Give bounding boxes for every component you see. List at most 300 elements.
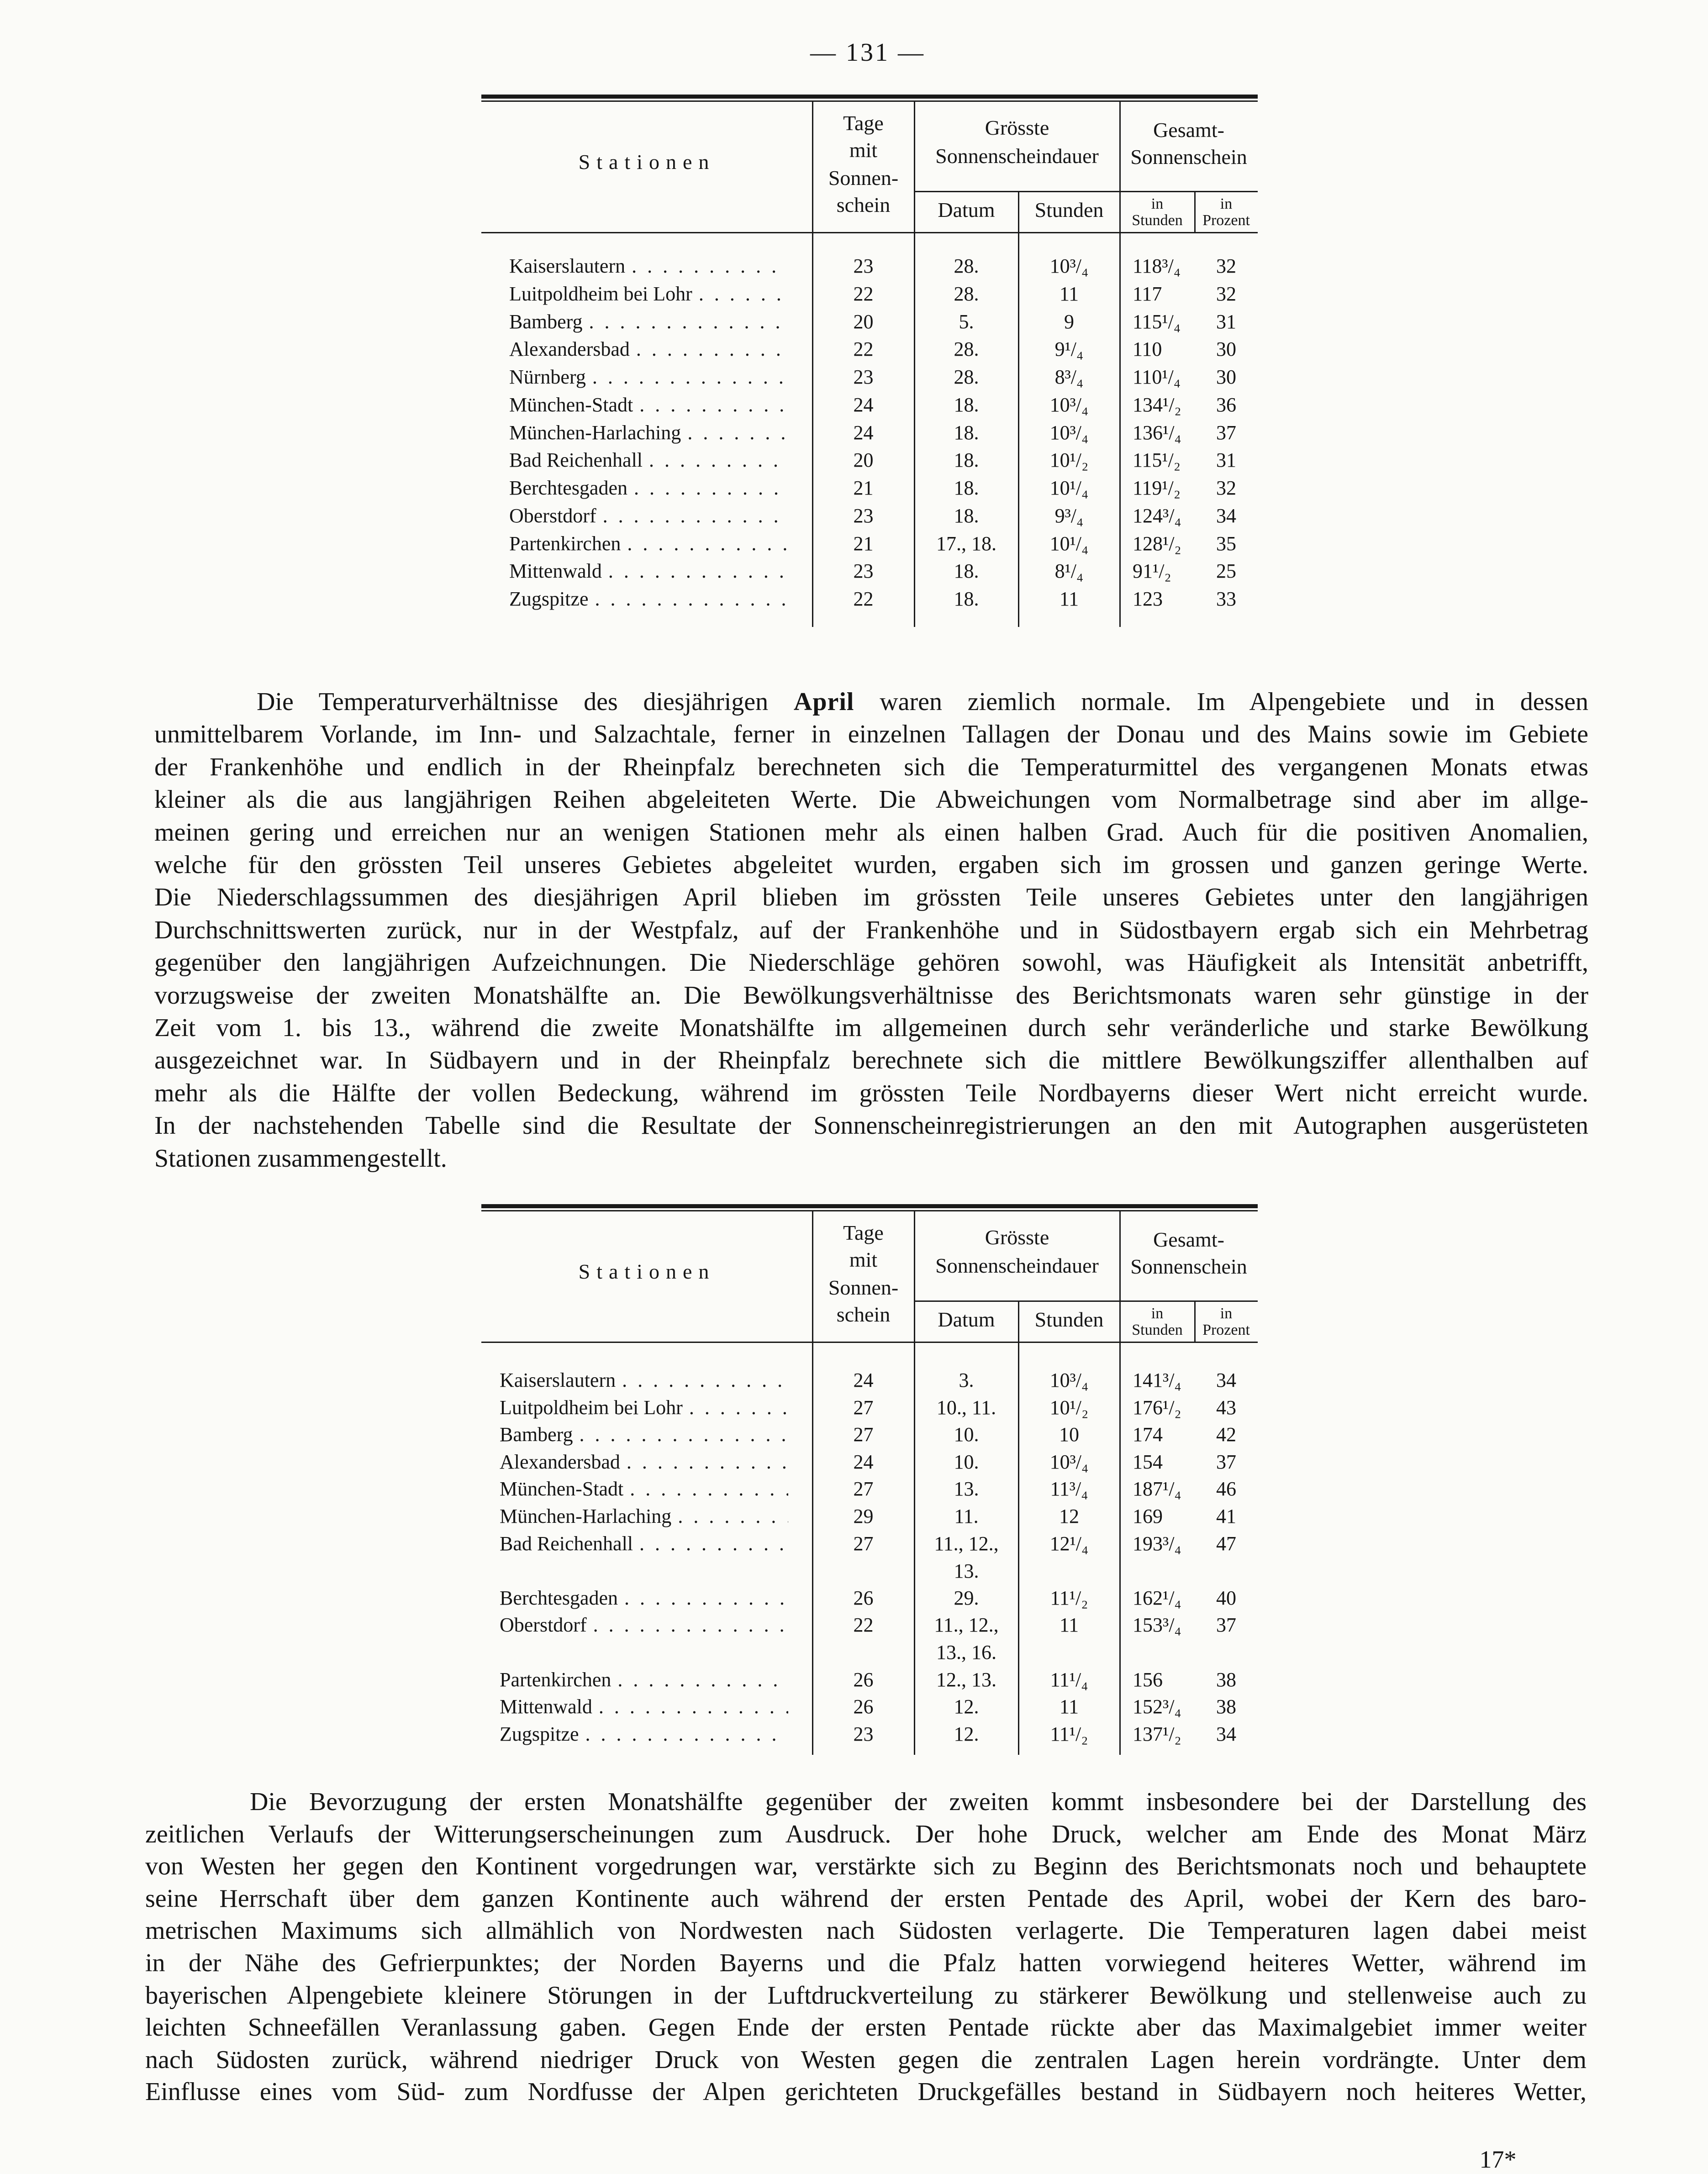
dot-leader: [589, 585, 788, 613]
total-hours-cell: 124³/₄: [1133, 505, 1181, 527]
station-name: Partenkirchen: [509, 532, 621, 555]
dot-leader: [643, 447, 788, 474]
station-name-cell: [481, 1448, 812, 1476]
column-header-total-hours: Stunden: [1132, 1321, 1183, 1338]
station-name: Bad Reichenhall: [509, 449, 643, 471]
total-hours-cell: 169: [1133, 1505, 1163, 1527]
dot-leader: [602, 558, 788, 585]
paragraph-line: seine Herrschaft über dem ganzen Kontinente auch während der ersten Pentade des April, wobei der Kern des baro-: [145, 1884, 1587, 1913]
column-header-total-percent: Prozent: [1202, 212, 1250, 229]
paragraph-line: gegenüber den langjährigen Aufzeichnungen. Die Niederschläge gehören sowohl, was Häufigkeit als Intensität anbetrifft,: [154, 948, 1588, 977]
dot-leader: [627, 474, 788, 502]
column-header-max-duration: Grösste: [985, 1226, 1049, 1249]
max-duration-date-cell: [914, 558, 1018, 585]
total-percent-cell: 30: [1216, 338, 1236, 360]
dot-leader: [692, 280, 788, 308]
station-name: Alexandersbad: [509, 338, 630, 360]
paragraph-line: meinen gering und erreichen nur an wenigen Stationen mehr als einen halben Grad. Auch für die positiven Anomalien,: [154, 818, 1588, 847]
total-hours-cell: 134¹/₂: [1133, 394, 1181, 416]
column-header-total-percent: in: [1220, 195, 1233, 212]
date-line: 10.: [954, 1451, 979, 1473]
date-line: 10., 11.: [936, 1396, 996, 1419]
max-duration-date-cell: [914, 1693, 1018, 1721]
max-duration-hours-cell: 11¹/₂: [1050, 1587, 1088, 1609]
paragraph-line: Die Niederschlagssummen des diesjährigen April blieben im grössten Teile unseres Gebietes unter den langjährigen: [154, 883, 1588, 911]
table-top-rule-thick: [481, 1204, 1258, 1208]
station-name: München-Stadt: [509, 394, 633, 416]
sunshine-days-cell: 22: [853, 338, 874, 360]
max-duration-date-cell: [914, 391, 1018, 419]
sunshine-days-cell: 22: [853, 283, 874, 305]
max-duration-hours-cell: 10¹/₄: [1049, 477, 1089, 499]
table-row: [481, 502, 1258, 530]
total-hours-cell: 174: [1133, 1423, 1163, 1446]
paragraph-line: unmittelbarem Vorlande, im Inn- und Salzachtale, ferner in einzelnen Tallagen der Donau und des Mains sowie im Gebiete: [154, 720, 1588, 748]
dot-leader: [611, 1666, 788, 1694]
table-row: [481, 280, 1258, 308]
total-percent-cell: 47: [1216, 1532, 1236, 1555]
total-percent-cell: 38: [1216, 1695, 1236, 1718]
station-name-cell: [481, 1475, 812, 1503]
paragraph-line: Einflusse eines vom Süd- zum Nordfusse der Alpen gerichteten Druckgefälles bestand in Südbayern noch heiteres Wetter,: [145, 2078, 1587, 2106]
table-top-rule-thin: [481, 100, 1258, 102]
max-duration-date-cell: [914, 1421, 1018, 1448]
max-duration-date-cell: [914, 363, 1018, 391]
dot-leader: [583, 308, 789, 336]
paragraph-line: in der Nähe des Gefrierpunktes; der Norden Bayerns und die Pfalz hatten vorwiegend heiteres Wetter, während im: [145, 1949, 1587, 1977]
paragraph-line: Stationen zusammengestellt.: [154, 1144, 447, 1173]
total-percent-cell: 37: [1216, 1451, 1236, 1473]
station-name-cell: [481, 1394, 812, 1421]
text-segment: waren ziemlich normale. Im Alpengebiete und in dessen: [854, 688, 1588, 716]
paragraph-line: der Frankenhöhe und endlich in der Rheinpfalz berechneten sich die Temperaturmittel des vergangenen Monats etwas: [154, 753, 1588, 781]
max-duration-date-cell: [914, 419, 1018, 447]
table-row: [481, 391, 1258, 419]
dot-leader: [587, 1611, 788, 1639]
max-duration-date-cell: [914, 1503, 1018, 1530]
paragraph-line: welche für den grössten Teil unseres Gebietes abgeleitet wurden, ergaben sich im grossen und ganzen geringe Werte.: [154, 851, 1588, 879]
total-percent-cell: 32: [1216, 477, 1236, 499]
station-name: München-Harlaching: [509, 421, 681, 444]
paragraph-line: vorzugsweise der zweiten Monatshälfte an. Die Bewölkungsverhältnisse des Berichtsmonats waren sehr günstige in der: [154, 981, 1588, 1010]
date-line: 5.: [959, 311, 974, 333]
total-percent-cell: 36: [1216, 394, 1236, 416]
column-header-total-sunshine: Sonnenschein: [1130, 145, 1247, 168]
sunshine-days-cell: 20: [853, 449, 874, 471]
column-header-hours: Stunden: [1034, 1308, 1104, 1331]
max-duration-hours-cell: 11¹/₂: [1050, 1723, 1088, 1745]
sunshine-days-cell: 24: [853, 1369, 874, 1391]
max-duration-hours-cell: 10¹/₄: [1049, 532, 1089, 555]
dot-leader: [592, 1693, 788, 1721]
dot-leader: [616, 1367, 788, 1394]
table-row: [481, 1394, 1258, 1421]
column-header-total-hours: in: [1151, 195, 1164, 212]
station-name: Zugspitze: [500, 1723, 579, 1745]
sunshine-days-cell: 26: [853, 1669, 874, 1691]
date-line: 29.: [954, 1587, 979, 1609]
sunshine-days-cell: 27: [853, 1478, 874, 1500]
station-name: Berchtesgaden: [500, 1587, 618, 1609]
dot-leader: [633, 391, 788, 419]
sunshine-days-cell: 21: [853, 477, 874, 499]
emphasized-word: April: [793, 688, 854, 716]
total-hours-cell: 115¹/₂: [1133, 449, 1181, 471]
column-header-total-sunshine: Sonnenschein: [1130, 1255, 1247, 1278]
station-name: Mittenwald: [500, 1695, 592, 1718]
station-name-cell: [481, 558, 812, 585]
station-name: Partenkirchen: [500, 1669, 612, 1691]
total-hours-cell: 153³/₄: [1133, 1614, 1181, 1636]
max-duration-hours-cell: 10³/₄: [1049, 1451, 1089, 1473]
date-line: 18.: [954, 505, 979, 527]
dot-leader: [586, 363, 788, 391]
max-duration-date-cell: [914, 585, 1018, 613]
station-name-cell: [481, 1584, 812, 1612]
station-name-cell: [481, 253, 812, 280]
table-top-rule-thick: [481, 95, 1258, 99]
total-percent-cell: 25: [1216, 560, 1236, 582]
station-name: Bamberg: [500, 1423, 573, 1446]
station-name-cell: [481, 1367, 812, 1394]
station-name: Bamberg: [509, 311, 583, 333]
sunshine-days-cell: 24: [853, 394, 874, 416]
date-line: 11., 12.,: [934, 1614, 999, 1636]
station-name-cell: [481, 363, 812, 391]
station-name-cell: [481, 530, 812, 558]
max-duration-date-cell: [914, 1611, 1018, 1666]
dot-leader: [621, 530, 788, 558]
paragraph-line: kleiner als die aus langjährigen Reihen abgeleiteten Werte. Die Abweichungen vom Normalbetrage sind aber im allge-: [154, 785, 1588, 814]
max-duration-date-cell: [914, 1721, 1018, 1748]
column-header-total-sunshine: Gesamt-: [1153, 118, 1224, 142]
station-name-cell: [481, 447, 812, 474]
total-hours-cell: 91¹/₂: [1133, 560, 1171, 582]
date-line: 28.: [954, 366, 979, 388]
date-line: 11., 12.,: [934, 1532, 999, 1555]
dot-leader: [596, 502, 788, 530]
station-name-cell: [481, 1666, 812, 1694]
table-row: [481, 474, 1258, 502]
table-row: [481, 1584, 1258, 1612]
max-duration-hours-cell: 8¹/₄: [1054, 560, 1084, 582]
max-duration-date-cell: [914, 1448, 1018, 1476]
sunshine-days-cell: 27: [853, 1423, 874, 1446]
max-duration-hours-cell: 11¹/₄: [1050, 1669, 1088, 1691]
column-header-sunshine-days: Tage: [843, 111, 884, 135]
station-name: Kaiserslautern: [500, 1369, 616, 1391]
max-duration-date-cell: [914, 280, 1018, 308]
paragraph-line: metrischen Maximums sich allmählich von Nordwesten nach Südosten verlagerte. Die Temperaturen lagen dabei meist: [145, 1916, 1587, 1945]
max-duration-hours-cell: 10³/₄: [1049, 394, 1089, 416]
total-hours-cell: 156: [1133, 1669, 1163, 1691]
paragraph-line: nach Südosten zurück, während niedriger Druck von Westen gegen die zentralen Lagen herein vordrängte. Unter dem: [145, 2046, 1587, 2074]
station-name-cell: [481, 1721, 812, 1748]
total-hours-cell: 187¹/₄: [1133, 1478, 1181, 1500]
paragraph-line: mehr als die Hälfte der vollen Bedeckung, während im grössten Teile Nordbayerns dieser Wert nicht erreicht wurde.: [154, 1079, 1588, 1107]
sunshine-days-cell: 26: [853, 1587, 874, 1609]
total-hours-cell: 152³/₄: [1133, 1695, 1181, 1718]
total-hours-cell: 176¹/₂: [1133, 1396, 1181, 1419]
station-name: Alexandersbad: [500, 1451, 620, 1473]
dot-leader: [620, 1448, 788, 1476]
column-header-sunshine-days: mit: [849, 138, 878, 162]
table-row: [481, 308, 1258, 336]
max-duration-date-cell: [914, 308, 1018, 336]
max-duration-hours-cell: 10³/₄: [1049, 255, 1089, 277]
dot-leader: [579, 1721, 788, 1748]
date-line: 18.: [954, 588, 979, 610]
sunshine-days-cell: 24: [853, 1451, 874, 1473]
table-row: [481, 585, 1258, 613]
max-duration-date-cell: [914, 1394, 1018, 1421]
sunshine-days-cell: 27: [853, 1396, 874, 1419]
total-percent-cell: 33: [1216, 588, 1236, 610]
station-name: Oberstdorf: [500, 1614, 587, 1636]
column-header-sunshine-days: Sonnen-: [828, 166, 899, 190]
column-header-total-percent: Prozent: [1202, 1321, 1250, 1338]
date-line: 12., 13.: [936, 1669, 996, 1691]
table-row: [481, 1475, 1258, 1503]
max-duration-hours-cell: 11: [1059, 1614, 1079, 1636]
table-row: [481, 419, 1258, 447]
max-duration-hours-cell: 9³/₄: [1054, 505, 1084, 527]
column-header-sunshine-days: Tage: [843, 1221, 884, 1244]
date-line: 13.: [954, 1478, 979, 1500]
station-name-cell: [481, 585, 812, 613]
dot-leader: [573, 1421, 789, 1448]
max-duration-hours-cell: 11: [1059, 588, 1079, 610]
dot-leader: [618, 1584, 788, 1612]
max-duration-hours-cell: 10³/₄: [1049, 1369, 1089, 1391]
total-percent-cell: 46: [1216, 1478, 1236, 1500]
total-hours-cell: 110: [1133, 338, 1162, 360]
total-hours-cell: 128¹/₂: [1133, 532, 1181, 555]
station-name: München-Harlaching: [500, 1505, 672, 1527]
dot-leader: [633, 1530, 788, 1558]
date-line: 18.: [954, 394, 979, 416]
paragraph-line: leichten Schneefällen Veranlassung gaben. Gegen Ende der ersten Pentade rückte aber das Maximalgebiet immer weiter: [145, 2013, 1587, 2042]
table-row: [481, 1448, 1258, 1476]
column-header-total-percent: in: [1220, 1305, 1233, 1322]
max-duration-hours-cell: 10: [1059, 1423, 1079, 1446]
station-name-cell: [481, 1503, 812, 1530]
max-duration-hours-cell: 10¹/₂: [1049, 449, 1089, 471]
dot-leader: [630, 336, 788, 363]
total-hours-cell: 137¹/₂: [1133, 1723, 1181, 1745]
date-line: 3.: [959, 1369, 974, 1391]
total-hours-cell: 141³/₄: [1133, 1369, 1181, 1391]
max-duration-date-cell: [914, 336, 1018, 363]
total-hours-cell: 136¹/₄: [1133, 421, 1181, 444]
max-duration-hours-cell: 10¹/₂: [1049, 1396, 1089, 1419]
station-name-cell: [481, 1611, 812, 1639]
sunshine-days-cell: 21: [853, 532, 874, 555]
table-row: [481, 1693, 1258, 1721]
date-line: 18.: [954, 477, 979, 499]
station-name: Kaiserslautern: [509, 255, 626, 277]
column-header-sunshine-days: schein: [836, 1303, 891, 1326]
total-percent-cell: 37: [1216, 421, 1236, 444]
dot-leader: [625, 253, 788, 280]
column-header-total-hours: in: [1151, 1305, 1164, 1322]
total-hours-cell: 154: [1133, 1451, 1163, 1473]
max-duration-date-cell: [914, 253, 1018, 280]
paragraph-line: In der nachstehenden Tabelle sind die Resultate der Sonnenscheinregistrierungen an den mit Autographen ausgerüsteten: [154, 1111, 1588, 1140]
column-header-sunshine-days: mit: [849, 1248, 878, 1271]
station-name: Zugspitze: [509, 588, 589, 610]
date-line: 18.: [954, 449, 979, 471]
table-row: [481, 1367, 1258, 1394]
total-percent-cell: 40: [1216, 1587, 1236, 1609]
column-header-total-sunshine: Gesamt-: [1153, 1228, 1224, 1251]
total-percent-cell: 35: [1216, 532, 1236, 555]
total-percent-cell: 34: [1216, 505, 1236, 527]
column-header-max-duration: Sonnenscheindauer: [935, 1254, 1099, 1277]
sunshine-days-cell: 24: [853, 421, 874, 444]
table-top-rule-thin: [481, 1210, 1258, 1211]
max-duration-date-cell: [914, 474, 1018, 502]
sunshine-days-cell: 29: [853, 1505, 874, 1527]
total-percent-cell: 41: [1216, 1505, 1236, 1527]
sunshine-table: [481, 1204, 1258, 1761]
header-bottom-rule: [481, 1342, 1258, 1343]
sunshine-days-cell: 23: [853, 366, 874, 388]
total-percent-cell: 30: [1216, 366, 1236, 388]
dot-leader: [671, 1503, 788, 1530]
total-percent-cell: 34: [1216, 1723, 1236, 1745]
table-row: [481, 1503, 1258, 1530]
total-percent-cell: 34: [1216, 1369, 1236, 1391]
max-duration-date-cell: [914, 1584, 1018, 1612]
date-line: 28.: [954, 338, 979, 360]
dot-leader: [623, 1475, 788, 1503]
column-header-date: Datum: [938, 1308, 995, 1331]
station-name-cell: [481, 391, 812, 419]
total-percent-cell: 32: [1216, 283, 1236, 305]
station-name-cell: [481, 280, 812, 308]
paragraph-line: Zeit vom 1. bis 13., während die zweite Monatshälfte im allgemeinen durch sehr veränderliche und starke Bewölkung: [154, 1014, 1588, 1042]
station-name: Berchtesgaden: [509, 477, 627, 499]
date-line: 11.: [954, 1505, 979, 1527]
total-hours-cell: 193³/₄: [1133, 1532, 1181, 1555]
column-header-stations: Stationen: [578, 1260, 716, 1283]
column-header-sunshine-days: Sonnen-: [828, 1276, 899, 1299]
text-segment: Die Temperaturverhältnisse des diesjährigen: [257, 688, 794, 716]
paragraph-line: zeitlichen Verlaufs der Witterungserscheinungen zum Ausdruck. Der hohe Druck, welcher am Ende des Monat März: [145, 1820, 1587, 1848]
date-line: 18.: [954, 560, 979, 582]
station-name: Luitpoldheim bei Lohr: [509, 283, 692, 305]
sunshine-days-cell: 22: [853, 1614, 874, 1636]
column-header-hours: Stunden: [1034, 198, 1104, 221]
date-line: 13., 16.: [936, 1641, 996, 1663]
total-percent-cell: 43: [1216, 1396, 1236, 1419]
date-line: 18.: [954, 421, 979, 444]
paragraph-line: bayerischen Alpengebiete kleinere Störungen in der Luftdruckverteilung zu stärkerer Bewölkung und stellenweise auch zu: [145, 1981, 1587, 2010]
table-row: [481, 447, 1258, 474]
max-duration-date-cell: [914, 530, 1018, 558]
table-row: [481, 1421, 1258, 1448]
total-hours-cell: 115¹/₄: [1133, 311, 1181, 333]
total-percent-cell: 37: [1216, 1614, 1236, 1636]
column-header-max-duration: Grösste: [985, 116, 1049, 139]
station-name: Mittenwald: [509, 560, 602, 582]
date-line: 12.: [954, 1695, 979, 1718]
sunshine-days-cell: 23: [853, 255, 874, 277]
station-name-cell: [481, 419, 812, 447]
table-row: [481, 363, 1258, 391]
max-duration-date-cell: [914, 502, 1018, 530]
total-percent-cell: 31: [1216, 311, 1236, 333]
table-row: [481, 253, 1258, 280]
sunshine-days-cell: 26: [853, 1695, 874, 1718]
max-duration-hours-cell: 9: [1064, 311, 1074, 333]
date-line: 12.: [954, 1723, 979, 1745]
column-header-date: Datum: [938, 198, 995, 221]
station-name: Oberstdorf: [509, 505, 596, 527]
sunshine-days-cell: 23: [853, 1723, 874, 1745]
total-hours-cell: 119¹/₂: [1133, 477, 1181, 499]
sheet-signature: 17*: [1479, 2146, 1517, 2173]
dot-leader: [681, 419, 788, 447]
station-name-cell: [481, 1530, 812, 1558]
subheader-rule: [914, 1300, 1258, 1302]
total-percent-cell: 31: [1216, 449, 1236, 471]
sunshine-days-cell: 23: [853, 560, 874, 582]
table-row: [481, 1721, 1258, 1748]
column-header-sunshine-days: schein: [836, 193, 891, 216]
max-duration-date-cell: [914, 1666, 1018, 1694]
column-header-max-duration: Sonnenscheindauer: [935, 144, 1099, 168]
max-duration-date-cell: [914, 447, 1018, 474]
sunshine-days-cell: 22: [853, 588, 874, 610]
paragraph-line: ausgezeichnet war. In Südbayern und in der Rheinpfalz berechnete sich die mittlere Bewölkungsziffer allenthalben auf: [154, 1046, 1588, 1074]
table-row: [481, 530, 1258, 558]
max-duration-hours-cell: 12: [1059, 1505, 1079, 1527]
paragraph-line: Durchschnittswerten zurück, nur in der Westpfalz, auf der Frankenhöhe und in Südostbayern ergab sich ein Mehrbetrag: [154, 916, 1588, 944]
paragraph-line: [154, 686, 1588, 717]
dot-leader: [683, 1394, 788, 1421]
sunshine-table: [481, 95, 1258, 652]
total-hours-cell: 110¹/₄: [1133, 366, 1181, 388]
max-duration-hours-cell: 9¹/₄: [1054, 338, 1084, 360]
header-bottom-rule: [481, 232, 1258, 233]
date-line: 10.: [954, 1423, 979, 1446]
table-row: [481, 1530, 1258, 1584]
page-number: — 131 —: [810, 38, 925, 67]
station-name-cell: [481, 336, 812, 363]
max-duration-date-cell: [914, 1367, 1018, 1394]
total-percent-cell: 38: [1216, 1669, 1236, 1691]
table-row: [481, 558, 1258, 585]
station-name-cell: [481, 308, 812, 336]
date-line: 17., 18.: [936, 532, 996, 555]
total-hours-cell: 118³/₄: [1133, 255, 1181, 277]
station-name-cell: [481, 1421, 812, 1448]
station-name: München-Stadt: [500, 1478, 624, 1500]
max-duration-date-cell: [914, 1475, 1018, 1503]
station-name: Nürnberg: [509, 366, 586, 388]
paragraph-line: von Westen her gegen den Kontinent vorgedrungen war, verstärkte sich zu Beginn des Berichtsmonats noch und behauptete: [145, 1852, 1587, 1880]
total-percent-cell: 42: [1216, 1423, 1236, 1446]
sunshine-days-cell: 20: [853, 311, 874, 333]
date-line: 28.: [954, 283, 979, 305]
station-name: Bad Reichenhall: [500, 1532, 633, 1555]
station-name: Luitpoldheim bei Lohr: [500, 1396, 683, 1419]
date-line: 28.: [954, 255, 979, 277]
total-hours-cell: 123: [1133, 588, 1163, 610]
total-hours-cell: 162¹/₄: [1133, 1587, 1181, 1609]
